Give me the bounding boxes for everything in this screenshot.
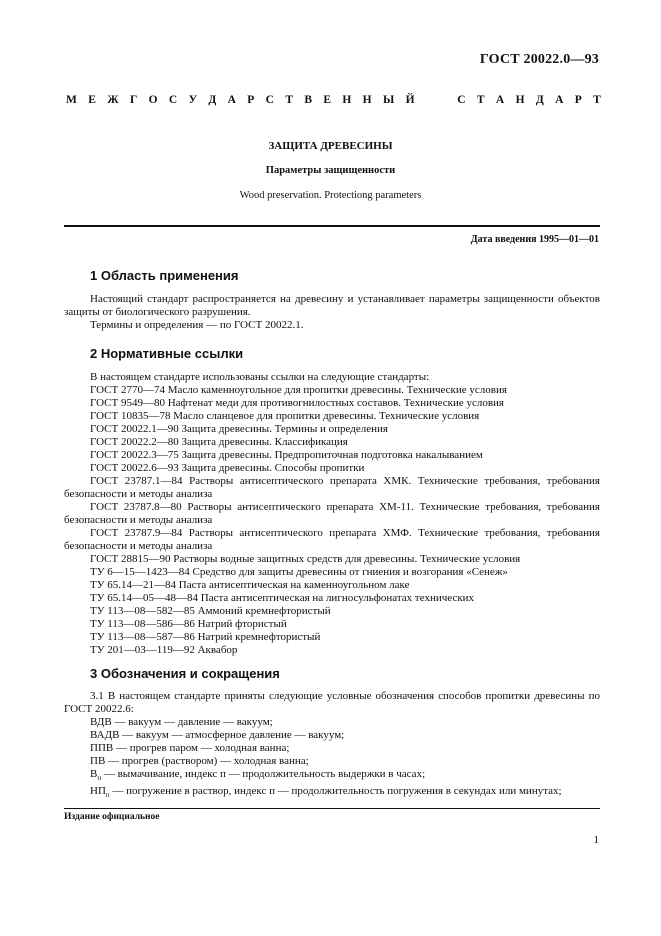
reference-item: ТУ 113—08—587—86 Натрий кремнефтористый — [90, 631, 321, 643]
notation-item: ВДВ — вакуум — давление — вакуум; — [90, 716, 273, 728]
notation-symbol: В — [90, 768, 98, 780]
header-divider — [64, 225, 600, 227]
reference-item: ГОСТ 20022.1—90 Защита древесины. Термины и определения — [90, 423, 388, 435]
heading-letter: О — [148, 94, 158, 106]
heading-letter: Р — [247, 94, 255, 106]
heading-letter: Н — [362, 94, 372, 106]
heading-letter: А — [227, 94, 236, 106]
heading-letter: Д — [208, 94, 217, 106]
notation-item — [64, 768, 600, 785]
notation-item — [64, 785, 600, 802]
heading-letter: В — [304, 94, 312, 106]
heading-letter: У — [188, 94, 198, 106]
reference-item: ГОСТ 20022.3—75 Защита древесины. Предпропиточная подготовка накалыванием — [90, 449, 483, 461]
footer-divider — [64, 808, 600, 809]
heading-letter: С — [457, 94, 466, 106]
heading-letter: Ы — [382, 94, 395, 106]
notation-description: — погружение в раствор, индекс п — продолжительность погружения в секундах или минутах; — [109, 785, 562, 798]
reference-item: ТУ 201—03—119—92 Аквабор — [90, 644, 238, 656]
section-2-heading: 2 Нормативные ссылки — [90, 346, 244, 361]
heading-letter: Т — [593, 94, 601, 106]
scope-paragraph: Настоящий стандарт распространяется на древесину и устанавливает параметры защищенности объектов защиты от биологического разрушения. — [64, 293, 600, 318]
reference-item: ТУ 113—08—582—85 Аммоний кремнефтористый — [90, 605, 331, 617]
section-1-body — [64, 293, 600, 332]
document-code: ГОСТ 20022.0—93 — [479, 52, 599, 67]
section-3-body — [64, 690, 600, 802]
interstate-standard-heading — [66, 94, 601, 106]
heading-letter: Р — [574, 94, 582, 106]
notation-item: ПВ — прогрев (раствором) — холодная ванна; — [90, 755, 309, 767]
heading-letter: Н — [515, 94, 525, 106]
reference-item: ГОСТ 10835—78 Масло сланцевое для пропитки древесины. Технические условия — [90, 410, 480, 422]
reference-item: ГОСТ 23787.9—84 Растворы антисептического препарата ХМФ. Технические требования, требования безопасности и методы анализа — [64, 527, 600, 552]
reference-item: ГОСТ 2770—74 Масло каменноугольное для пропитки древесины. Технические условия — [90, 384, 507, 396]
heading-letter: Е — [88, 94, 96, 106]
heading-letter: Т — [476, 94, 485, 106]
notation-item: ВАДВ — вакуум — атмосферное давление — вакуум; — [90, 729, 345, 741]
reference-item: ТУ 6—15—1423—84 Средство для защиты древесины от гниения и возгорания «Сенеж» — [90, 566, 508, 578]
notation-subscript: п — [97, 774, 102, 783]
heading-letter: А — [555, 94, 564, 106]
document-subtitle: Параметры защищенности — [265, 165, 396, 176]
terms-paragraph: Термины и определения — по ГОСТ 20022.1. — [90, 319, 304, 331]
notation-subscript: п — [105, 791, 110, 800]
reference-item: ГОСТ 23787.8—80 Растворы антисептического препарата ХМ-11. Технические требования, требования безопасности и методы анализа — [64, 501, 600, 526]
heading-letter: Ж — [107, 94, 119, 106]
page-number: 1 — [593, 834, 599, 846]
heading-letter: Й — [405, 94, 415, 106]
notation-description: — вымачивание, индекс п — продолжительность выдержки в часах; — [101, 768, 426, 780]
document-title: ЗАЩИТА ДРЕВЕСИНЫ — [268, 140, 393, 152]
heading-letter: Г — [129, 94, 138, 106]
reference-item: ГОСТ 20022.6—93 Защита древесины. Способы пропитки — [90, 462, 365, 474]
reference-item: ТУ 65.14—05—48—84 Паста антисептическая на лигносульфонатах технических — [90, 592, 475, 604]
word-gap — [426, 94, 446, 106]
heading-letter: Е — [323, 94, 332, 106]
english-title: Wood preservation. Protectiong parameters — [239, 190, 422, 201]
heading-letter: С — [265, 94, 274, 106]
section-3-heading: 3 Обозначения и сокращения — [90, 666, 280, 681]
heading-letter: А — [495, 94, 505, 106]
section-1-heading: 1 Область применения — [90, 268, 239, 283]
reference-item: ГОСТ 9549—80 Нафтенат меди для противогнилостных составов. Технические условия — [90, 397, 504, 409]
reference-item: ГОСТ 23787.1—84 Растворы антисептического препарата ХМК. Технические требования, требования безопасности и методы анализа — [64, 475, 600, 500]
heading-letter: С — [168, 94, 178, 106]
reference-item: ГОСТ 20022.2—80 Защита древесины. Классификация — [90, 436, 348, 448]
heading-letter: Н — [342, 94, 352, 106]
reference-item: ТУ 113—08—586—86 Натрий фтористый — [90, 618, 287, 630]
references-intro: В настоящем стандарте использованы ссылки на следующие стандарты: — [90, 371, 430, 383]
reference-item: ГОСТ 28815—90 Растворы водные защитных средств для древесины. Технические условия — [90, 553, 521, 565]
notation-symbol: НП — [90, 785, 106, 798]
notation-intro: 3.1 В настоящем стандарте приняты следующие условные обозначения способов пропитки древесины по ГОСТ 20022.6: — [64, 690, 600, 715]
notation-item: ППВ — прогрев паром — холодная ванна; — [90, 742, 290, 754]
heading-letter: Т — [285, 94, 293, 106]
references-list — [64, 371, 600, 657]
heading-letter: М — [66, 94, 77, 106]
reference-item: ТУ 65.14—21—84 Паста антисептическая на каменноугольном лаке — [90, 579, 410, 591]
heading-letter: Д — [535, 94, 544, 106]
introduction-date: Дата введения 1995—01—01 — [470, 234, 599, 245]
edition-note: Издание официальное — [64, 812, 160, 822]
